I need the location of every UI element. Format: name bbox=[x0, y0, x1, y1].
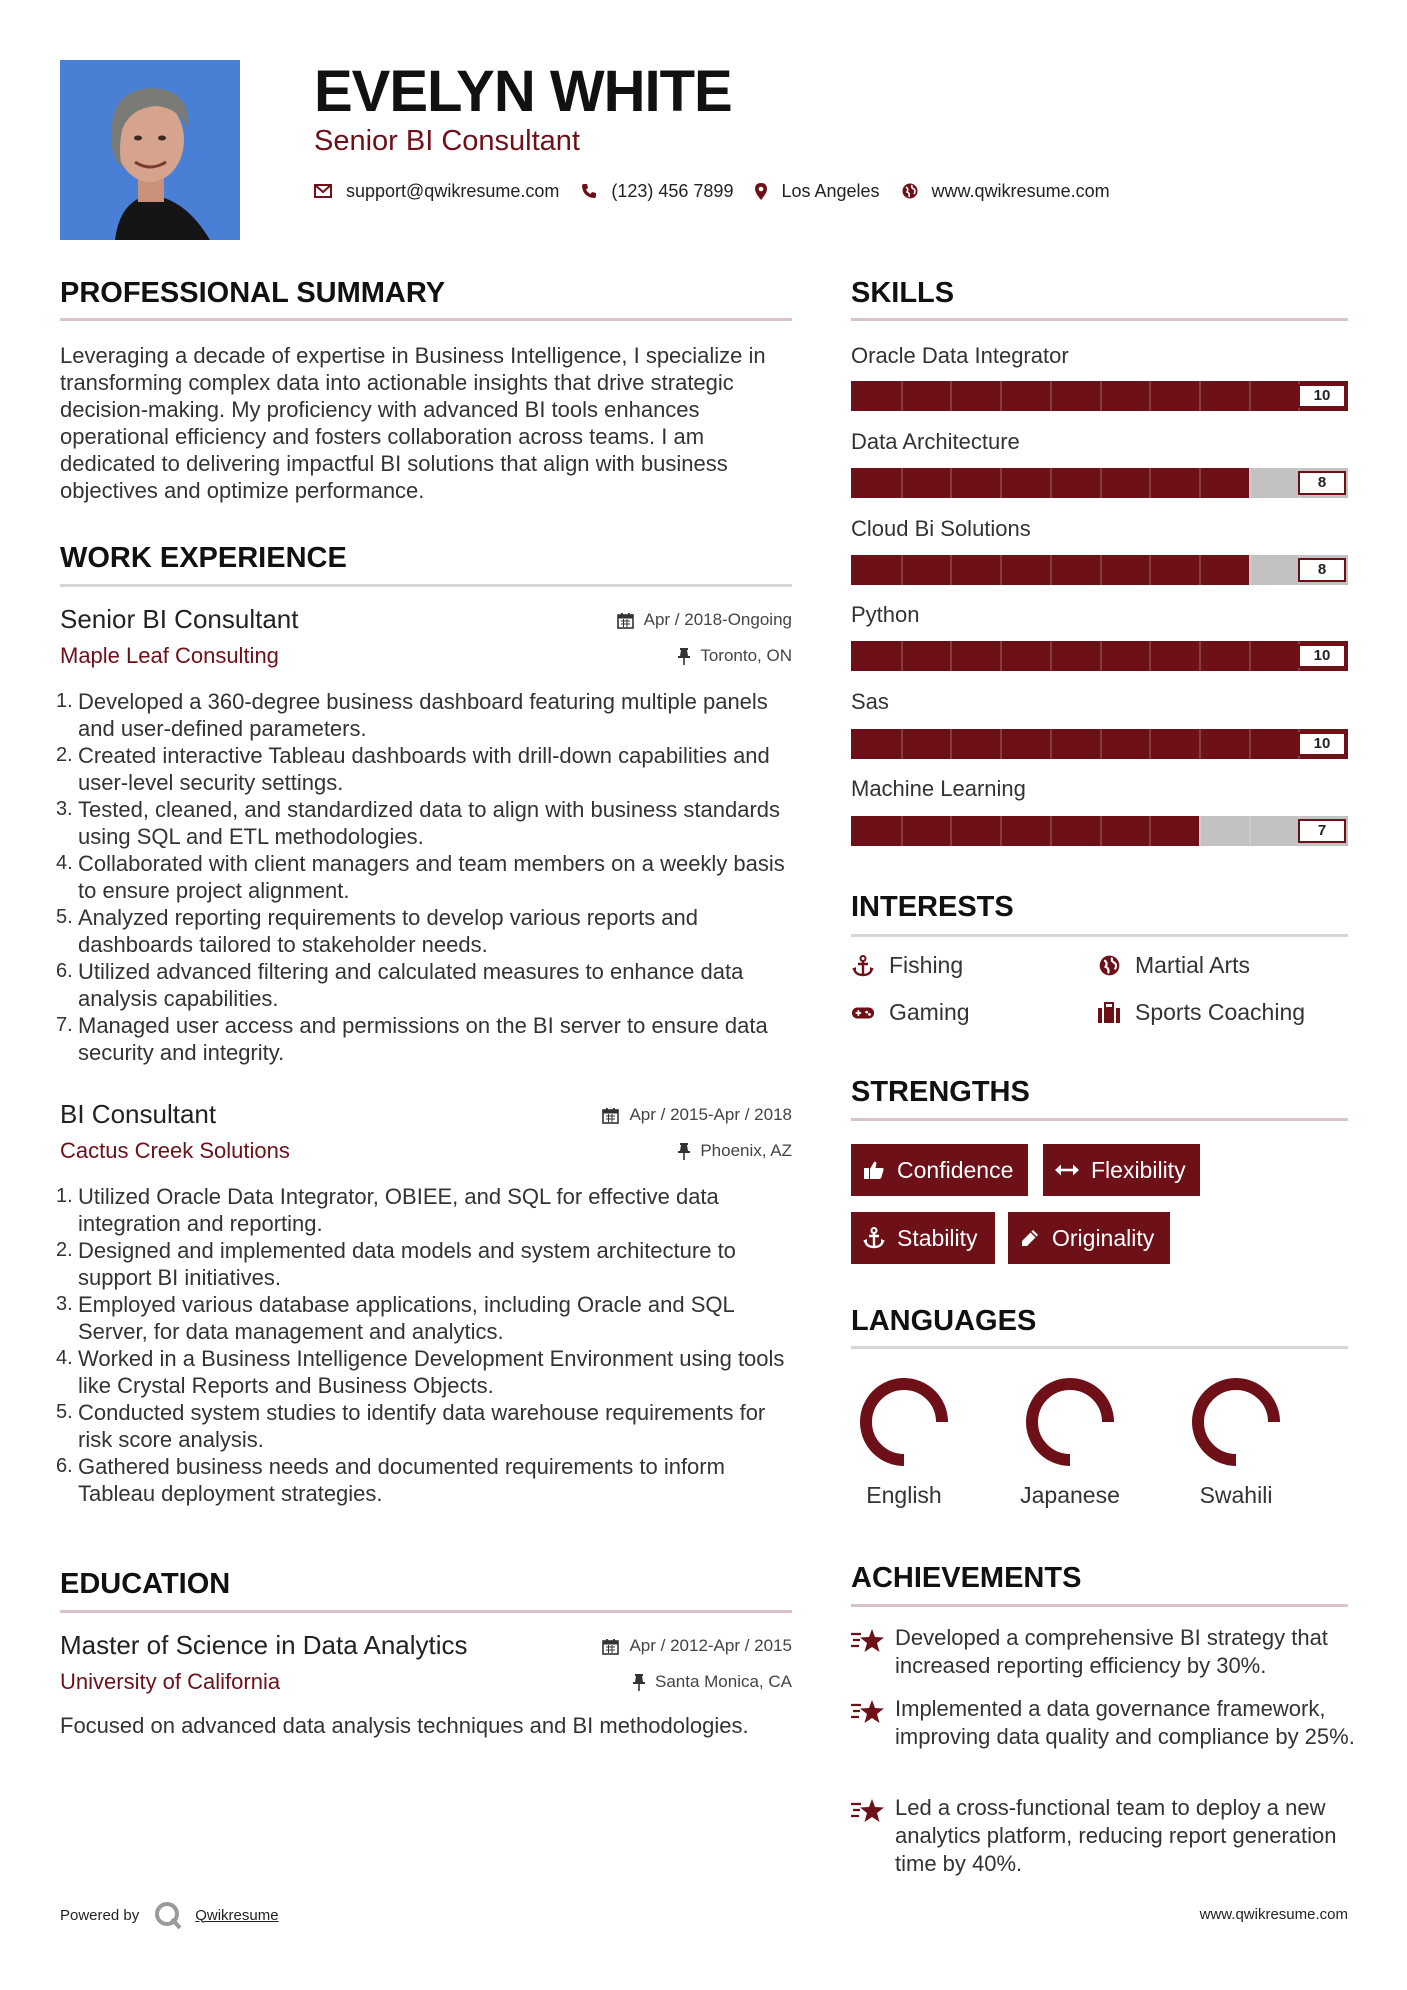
interests-divider bbox=[851, 934, 1348, 937]
skill-level: 7 bbox=[1298, 819, 1346, 843]
job-location bbox=[678, 1141, 792, 1161]
list-item: 2. Designed and implemented data models and system architecture to support BI initiatives. bbox=[56, 1238, 736, 1290]
education-location-text: Santa Monica, CA bbox=[654, 1672, 792, 1691]
skill-bar-divider bbox=[1199, 816, 1201, 846]
language-name: English bbox=[866, 1482, 942, 1508]
education-entry bbox=[60, 1630, 792, 1740]
skill-bar-divider bbox=[1050, 381, 1052, 411]
skill-bar-divider bbox=[950, 468, 952, 498]
skill-name: Cloud Bi Solutions bbox=[851, 516, 1031, 541]
skill-bar bbox=[851, 816, 1348, 846]
skill-bar-divider bbox=[1100, 729, 1102, 759]
list-item: 1. Utilized Oracle Data Integrator, OBIEE, and SQL for effective data integration and reporting. bbox=[56, 1184, 719, 1236]
job-date bbox=[602, 1105, 792, 1125]
achievement-text: Implemented a data governance framework, improving data quality and compliance by 25%. bbox=[895, 1696, 1355, 1749]
skill-bar bbox=[851, 729, 1348, 759]
job-company: Cactus Creek Solutions bbox=[60, 1138, 290, 1163]
job-date bbox=[617, 610, 792, 630]
interest-label: Fishing bbox=[889, 952, 964, 978]
skill-level: 10 bbox=[1298, 644, 1346, 668]
skill-bar-divider bbox=[1100, 816, 1102, 846]
list-item: 7. Managed user access and permissions on the BI server to ensure data security and integrity. bbox=[56, 1013, 768, 1065]
globe-icon bbox=[1097, 955, 1121, 976]
globe-icon bbox=[902, 183, 918, 199]
language-name: Swahili bbox=[1199, 1482, 1273, 1508]
strength-label: Stability bbox=[897, 1224, 978, 1251]
language-level-ring bbox=[1020, 1372, 1120, 1472]
list-item: 6. Gathered business needs and documented requirements to inform Tableau deployment strategies. bbox=[56, 1454, 725, 1506]
skill-bar bbox=[851, 641, 1348, 671]
skill-level: 10 bbox=[1298, 384, 1346, 408]
education-school: University of California bbox=[60, 1669, 281, 1694]
job-title: Senior BI Consultant bbox=[60, 604, 299, 634]
skill-bar-divider bbox=[1000, 381, 1002, 411]
skill-name: Python bbox=[851, 602, 920, 627]
language-item bbox=[1010, 1372, 1130, 1509]
languages-divider bbox=[851, 1346, 1348, 1349]
candidate-title: Senior BI Consultant bbox=[314, 125, 580, 157]
education-heading: EDUCATION bbox=[60, 1568, 231, 1600]
language-level-ring bbox=[854, 1372, 954, 1472]
skill-bar-divider bbox=[1199, 729, 1201, 759]
education-description: Focused on advanced data analysis techniques and BI methodologies. bbox=[60, 1713, 749, 1738]
skill-bar bbox=[851, 381, 1348, 411]
language-level-ring bbox=[1186, 1372, 1286, 1472]
skill-bar-divider bbox=[1050, 729, 1052, 759]
interests-heading: INTERESTS bbox=[851, 891, 1014, 923]
skill-name: Sas bbox=[851, 689, 889, 714]
phone-icon bbox=[581, 183, 597, 199]
skill-bar-divider bbox=[1050, 816, 1052, 846]
job-location-text: Phoenix, AZ bbox=[700, 1141, 792, 1160]
achievements-divider bbox=[851, 1604, 1348, 1607]
envelope-icon bbox=[314, 184, 332, 198]
language-item bbox=[1176, 1372, 1296, 1509]
education-date bbox=[602, 1636, 792, 1656]
gamepad-icon bbox=[851, 1005, 875, 1021]
list-item: 4. Worked in a Business Intelligence Development Environment using tools like Crystal Reports and Business Objects. bbox=[56, 1346, 785, 1398]
education-degree: Master of Science in Data Analytics bbox=[60, 1630, 468, 1660]
achievement-item bbox=[851, 1695, 1355, 1781]
list-item: 2. Created interactive Tableau dashboards with drill-down capabilities and user-level security settings. bbox=[56, 743, 770, 795]
skill-level: 8 bbox=[1298, 558, 1346, 582]
skill-bar-fill bbox=[851, 816, 1199, 846]
skill-bar-divider bbox=[901, 381, 903, 411]
achievement-text: Led a cross-functional team to deploy a new analytics platform, reducing report generation time by 40%. bbox=[895, 1795, 1337, 1876]
candidate-name: EVELYN WHITE bbox=[314, 59, 732, 124]
education-divider bbox=[60, 1610, 792, 1613]
interest-item bbox=[1097, 999, 1305, 1026]
skill-bar-divider bbox=[1199, 555, 1201, 585]
skill-bar-divider bbox=[1149, 816, 1151, 846]
skill-name: Machine Learning bbox=[851, 776, 1026, 801]
job-bullets bbox=[56, 688, 800, 1066]
skill-bar-divider bbox=[901, 816, 903, 846]
contact-bar bbox=[314, 176, 1132, 206]
skill-bar-divider bbox=[1149, 729, 1151, 759]
map-marker-icon bbox=[755, 183, 767, 200]
skill-level: 8 bbox=[1298, 471, 1346, 495]
skill-bar-divider bbox=[1050, 641, 1052, 671]
skill-bar-divider bbox=[950, 729, 952, 759]
skill-bar-divider bbox=[1199, 381, 1201, 411]
skill-bar-divider bbox=[950, 381, 952, 411]
education-date-text: Apr / 2012-Apr / 2015 bbox=[629, 1636, 792, 1655]
list-item: 5. Analyzed reporting requirements to develop various reports and dashboards tailored to stakeholder needs. bbox=[56, 905, 699, 957]
interest-item bbox=[1097, 952, 1250, 979]
skill-bar-divider bbox=[1100, 555, 1102, 585]
list-item: 5. Conducted system studies to identify data warehouse requirements for risk score analysis. bbox=[56, 1400, 766, 1452]
skill-bar-divider bbox=[1249, 641, 1251, 671]
footer-branding bbox=[60, 1900, 279, 1930]
pushpin-icon bbox=[633, 1674, 645, 1691]
skill-bar-divider bbox=[950, 816, 952, 846]
list-item: 1. Developed a 360-degree business dashboard featuring multiple panels and user-defined parameters. bbox=[56, 689, 768, 741]
thumbs-up-icon bbox=[863, 1160, 885, 1180]
skill-bar-divider bbox=[1050, 555, 1052, 585]
achievement-text: Developed a comprehensive BI strategy that increased reporting efficiency by 30%. bbox=[895, 1625, 1328, 1678]
strength-tag bbox=[1008, 1212, 1170, 1264]
skill-name: Oracle Data Integrator bbox=[851, 343, 1069, 368]
portrait-image bbox=[60, 60, 240, 240]
skill-bar-divider bbox=[1149, 641, 1151, 671]
skill-bar-divider bbox=[901, 555, 903, 585]
calendar-icon bbox=[617, 612, 634, 629]
skill-bar-divider bbox=[1149, 381, 1151, 411]
contact-email[interactable]: support@qwikresume.com bbox=[346, 180, 560, 201]
pushpin-icon bbox=[678, 648, 690, 665]
education-location bbox=[633, 1672, 792, 1692]
profile-photo bbox=[60, 60, 240, 240]
shooting-star-icon bbox=[851, 1798, 885, 1829]
skill-bar-divider bbox=[1100, 468, 1102, 498]
skill-bar-divider bbox=[1000, 729, 1002, 759]
summary-divider bbox=[60, 318, 792, 321]
powered-by-label: Powered by bbox=[60, 1906, 140, 1924]
skill-bar-divider bbox=[901, 729, 903, 759]
anchor-icon bbox=[851, 955, 875, 977]
job-company: Maple Leaf Consulting bbox=[60, 643, 279, 668]
strength-tag bbox=[851, 1144, 1028, 1196]
footer-website[interactable]: www.qwikresume.com bbox=[1199, 1906, 1348, 1923]
skill-bar-divider bbox=[950, 641, 952, 671]
skill-bar-divider bbox=[1000, 555, 1002, 585]
skill-bar-divider bbox=[901, 641, 903, 671]
skill-bar-divider bbox=[1249, 816, 1251, 846]
skill-bar-divider bbox=[950, 555, 952, 585]
strength-label: Originality bbox=[1052, 1224, 1155, 1251]
job-title: BI Consultant bbox=[60, 1099, 217, 1129]
job-date-text: Apr / 2018-Ongoing bbox=[643, 610, 792, 629]
job-entry bbox=[56, 1099, 792, 1519]
contact-location: Los Angeles bbox=[781, 180, 880, 201]
achievement-item bbox=[851, 1624, 1348, 1680]
skill-bar bbox=[851, 468, 1348, 498]
strength-label: Flexibility bbox=[1091, 1156, 1186, 1183]
skill-bar-divider bbox=[1249, 555, 1251, 585]
strengths-heading: STRENGTHS bbox=[851, 1076, 1030, 1108]
qwikresume-link[interactable]: Qwikresume bbox=[195, 1906, 279, 1924]
achievements-heading: ACHIEVEMENTS bbox=[851, 1562, 1082, 1594]
language-item bbox=[844, 1372, 964, 1509]
skill-bar-divider bbox=[1199, 641, 1201, 671]
interest-item bbox=[851, 999, 970, 1026]
list-item: 3. Employed various database applications, including Oracle and SQL Server, for data management and analytics. bbox=[56, 1292, 734, 1344]
interest-label: Martial Arts bbox=[1135, 952, 1251, 978]
skills-heading: SKILLS bbox=[851, 277, 955, 309]
contact-phone[interactable]: (123) 456 7899 bbox=[611, 180, 734, 201]
pencil-icon bbox=[1020, 1228, 1040, 1248]
strength-label: Confidence bbox=[897, 1156, 1014, 1183]
skill-name: Data Architecture bbox=[851, 429, 1020, 454]
skill-bar-divider bbox=[1199, 468, 1201, 498]
skill-bar-divider bbox=[1000, 641, 1002, 671]
skill-bar-divider bbox=[1050, 468, 1052, 498]
job-location-text: Toronto, ON bbox=[700, 646, 792, 665]
list-item: 4. Collaborated with client managers and team members on a weekly basis to ensure project alignment. bbox=[56, 851, 785, 903]
interest-label: Gaming bbox=[889, 999, 970, 1025]
interest-label: Sports Coaching bbox=[1135, 999, 1306, 1025]
skills-divider bbox=[851, 318, 1348, 321]
skill-bar-divider bbox=[1149, 468, 1151, 498]
skill-bar-divider bbox=[1249, 468, 1251, 498]
calendar-icon bbox=[602, 1638, 619, 1655]
skill-bar bbox=[851, 555, 1348, 585]
summary-text: Leveraging a decade of expertise in Business Intelligence, I specialize in transforming complex data into actionable insights that drive strategic decision-making. My proficiency with advanced BI tools enhances operational efficiency and fosters collaboration across teams. I am dedicated to delivering impactful BI solutions that align with business objectives and optimize performance. bbox=[60, 343, 766, 503]
strength-tag bbox=[1043, 1144, 1200, 1196]
shooting-star-icon bbox=[851, 1699, 885, 1730]
skill-bar-divider bbox=[1249, 729, 1251, 759]
achievement-item bbox=[851, 1794, 1348, 1880]
skill-bar-divider bbox=[1149, 555, 1151, 585]
briefcase-icon bbox=[1097, 1002, 1121, 1024]
list-item: 6. Utilized advanced filtering and calculated measures to enhance data analysis capabilities. bbox=[56, 959, 744, 1011]
skill-bar-divider bbox=[1100, 641, 1102, 671]
job-bullets bbox=[56, 1183, 800, 1507]
language-name: Japanese bbox=[1020, 1482, 1120, 1508]
pushpin-icon bbox=[678, 1143, 690, 1160]
job-date-text: Apr / 2015-Apr / 2018 bbox=[629, 1105, 792, 1124]
skill-level: 10 bbox=[1298, 732, 1346, 756]
interest-item bbox=[851, 952, 963, 979]
job-entry bbox=[56, 604, 792, 1074]
arrows-horizontal-icon bbox=[1055, 1163, 1079, 1177]
experience-heading: WORK EXPERIENCE bbox=[60, 542, 347, 574]
list-item: 3. Tested, cleaned, and standardized data to align with business standards using SQL and ETL methodologies. bbox=[56, 797, 781, 849]
job-location bbox=[678, 646, 792, 666]
experience-divider bbox=[60, 584, 792, 587]
calendar-icon bbox=[602, 1107, 619, 1124]
contact-website[interactable]: www.qwikresume.com bbox=[931, 180, 1110, 201]
skill-bar-divider bbox=[901, 468, 903, 498]
summary-heading: PROFESSIONAL SUMMARY bbox=[60, 277, 446, 309]
skill-bar-divider bbox=[1000, 468, 1002, 498]
strength-tag bbox=[851, 1212, 995, 1264]
anchor-icon bbox=[863, 1227, 885, 1249]
languages-heading: LANGUAGES bbox=[851, 1305, 1037, 1337]
skill-bar-divider bbox=[1100, 381, 1102, 411]
shooting-star-icon bbox=[851, 1628, 885, 1659]
skill-bar-divider bbox=[1249, 381, 1251, 411]
strengths-divider bbox=[851, 1118, 1348, 1121]
qwikresume-logo-icon bbox=[153, 1900, 183, 1930]
skill-bar-divider bbox=[1000, 816, 1002, 846]
